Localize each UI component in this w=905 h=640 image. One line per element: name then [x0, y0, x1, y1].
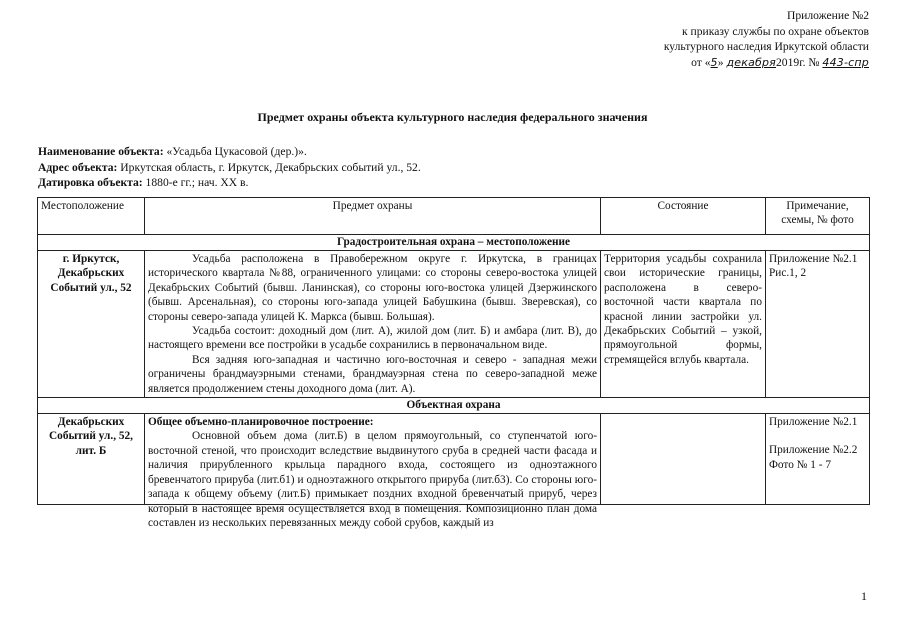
object-address-label: Адрес объекта: — [38, 160, 118, 174]
table-header-row — [38, 198, 870, 235]
note-photos: Фото № 1 - 7 — [769, 458, 831, 471]
handwritten-number: 443-спр — [822, 55, 869, 69]
row-note — [766, 251, 870, 398]
table-row — [38, 414, 870, 505]
object-name-value: «Усадьба Цукасовой (дер.)». — [163, 145, 307, 158]
row-state — [601, 414, 766, 505]
object-dating — [38, 175, 421, 191]
header-note: Примечание, схемы, № фото — [766, 198, 870, 235]
object-meta — [38, 144, 421, 191]
subject-paragraph: Вся задняя юго-западная и частично юго-восточная и северо - западная межи ограничены брандмауэрными стенами, брандмауэрная стена по северо-западной меже является продолжением стены доходного дома (лит. А). — [148, 353, 597, 395]
note-spacer — [769, 429, 866, 443]
row-subject — [145, 414, 601, 529]
subject-paragraph: Усадьба состоит: доходный дом (лит. А), жилой дом (лит. Б) и амбара (лит. В), до настоящего времени все постройки в усадьбе сохранились в первоначальном виде. — [148, 325, 597, 352]
appendix-line1: Приложение №2 — [787, 9, 869, 22]
header-location: Местоположение — [38, 198, 145, 235]
row-state: Территория усадьбы сохранила свои исторические границы, расположена в северо-восточной части квартала по красной линии застройки ул. Декабрьских Событий – узкой, прямоугольной формы, стремящейся вглубь квартала. — [601, 251, 766, 398]
object-name — [38, 144, 421, 160]
header-subject: Предмет охраны — [145, 198, 601, 235]
page-number: 1 — [861, 589, 867, 603]
section-row — [38, 398, 870, 414]
header-state: Состояние — [601, 198, 766, 235]
object-name-label: Наименование объекта: — [38, 145, 164, 158]
protection-table — [37, 197, 870, 529]
subject-subheading: Общее объемно-планировочное построение: — [148, 416, 374, 429]
date-year: 2019г. № — [776, 55, 820, 69]
appendix-line2: к приказу службы по охране объектов — [682, 24, 869, 38]
date-mid: » — [717, 55, 724, 69]
document-title: Предмет охраны объекта культурного наследия федерального значения — [257, 110, 648, 124]
note-figures: Рис.1, 2 — [769, 267, 807, 280]
appendix-header — [664, 8, 869, 70]
row-subject — [145, 251, 601, 398]
subject-paragraph: Усадьба расположена в Правобережном округе г. Иркутска, в границах исторического квартала №88, ограниченного улицами: со стороны северо-востока улицей Декабрьских Событий (бывш. Ланинская), со стороны юго-востока улицей Дзержинского (бывш. Арсенальная), со стороны юго-запада улицей Бабушкина (бывш. Зверевская), со стороны северо-запада улицей К. Маркса (бывш. Большая). — [148, 253, 597, 323]
appendix-date-line — [664, 55, 869, 71]
subject-clip — [148, 415, 597, 529]
appendix-line3: культурного наследия Иркутской области — [663, 40, 869, 54]
note-appendix: Приложение №2.2 — [769, 444, 858, 457]
note-appendix: Приложение №2.1 — [769, 416, 858, 429]
handwritten-month: декабря — [726, 55, 776, 69]
table-row — [38, 251, 870, 398]
row-location: г. Иркутск, Декабрьских Событий ул., 52 — [38, 251, 145, 398]
subject-paragraph: Основной объем дома (лит.Б) в целом прямоугольный, со ступенчатой юго-восточной стеной, что происходит вследствие выдвинутого сруба в средней части фасада и наличия прирубленного крыльца парадного входа, состоящего из одноэтажного бревенчатого прируба (лит.б1) и одноэтажного открытого прируба (лит.б3). Со стороны юго-запада к общему объему (лит.Б) примыкает поздних входной бревенчатый прируб, через который в настоящее время осуществляется вход в помещения. Композиционно план дома составлен из нескольких перевязанных между собой срубов, каждый из — [148, 430, 597, 529]
handwritten-day: 5 — [710, 55, 718, 69]
object-dating-label: Датировка объекта: — [38, 176, 143, 189]
row-location: Декабрьских Событий ул., 52, лит. Б — [38, 414, 145, 505]
object-address-value: Иркутская область, г. Иркутск, Декабрьских событий ул., 52. — [117, 160, 421, 174]
section-title-urban: Градостроительная охрана – местоположение — [38, 235, 870, 251]
note-appendix: Приложение №2.1 — [769, 253, 858, 265]
date-prefix: от « — [691, 55, 711, 69]
section-row — [38, 235, 870, 251]
section-title-object: Объектная охрана — [38, 398, 870, 414]
row-note — [766, 414, 870, 505]
object-dating-value: 1880-е гг.; нач. XX в. — [142, 176, 249, 189]
object-address — [38, 160, 421, 176]
